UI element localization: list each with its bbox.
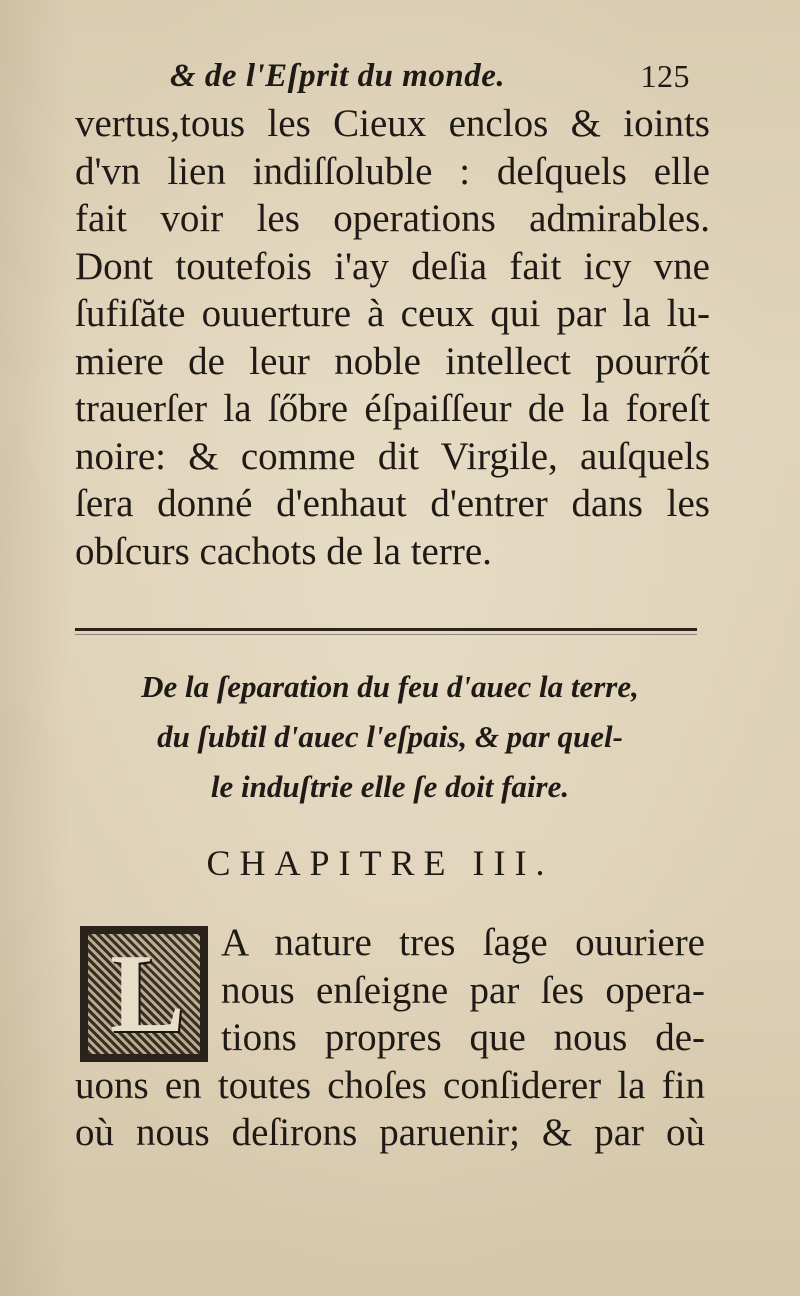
text-line: trauerſer la ſőbre éſpaiſſeur de la foreſt: [75, 387, 710, 430]
text-line: où nous deſirons paruenir; & par où: [75, 1111, 705, 1154]
running-head: [170, 54, 690, 98]
text-line: miere de leur noble intellect pourrőt: [75, 339, 710, 383]
section-title-line: du ſubtil d'auec l'eſpais, & par quel-: [157, 719, 623, 754]
paragraph-2: [75, 918, 705, 1156]
text-line: vertus,tous les Cieux enclos & ioints: [75, 102, 710, 145]
page-number: 125: [640, 58, 690, 94]
section-divider-rule-thin: [75, 634, 697, 635]
chapter-heading: CHAPITRE III.: [206, 843, 554, 883]
text-line: noire: & comme dit Virgile, auſquels: [75, 434, 710, 478]
text-line: A nature tres ſage ouuriere: [221, 921, 705, 964]
running-head-title: & de l'Eſprit du monde.: [170, 58, 506, 94]
section-title: [70, 662, 710, 812]
text-line: Dont toutefois i'ay deſia fait icy vne: [75, 244, 710, 288]
section-title-line: De la ſeparation du feu d'auec la terre,: [141, 669, 639, 704]
drop-cap-letter: L: [110, 932, 185, 1056]
section-divider-rule: [75, 628, 697, 631]
text-line: fait voir les operations admirables.: [75, 197, 710, 240]
text-line: uons en toutes choſes conſiderer la fin: [75, 1063, 705, 1107]
page-gutter-shadow: [0, 0, 70, 1296]
text-line: obſcurs cachots de la terre.: [75, 529, 492, 573]
text-line: nous enſeigne par ſes opera-: [221, 968, 705, 1012]
text-line: ſufiſăte ouuerture à ceux qui par la lu-: [75, 292, 710, 335]
paragraph-1: [75, 100, 710, 575]
text-line: d'vn lien indiſſoluble : deſquels elle: [75, 149, 710, 193]
section-title-line: le induſtrie elle ſe doit faire.: [210, 769, 570, 804]
text-line: tions propres que nous de-: [221, 1016, 705, 1059]
text-line: ſera donné d'enhaut d'entrer dans les: [75, 482, 710, 525]
